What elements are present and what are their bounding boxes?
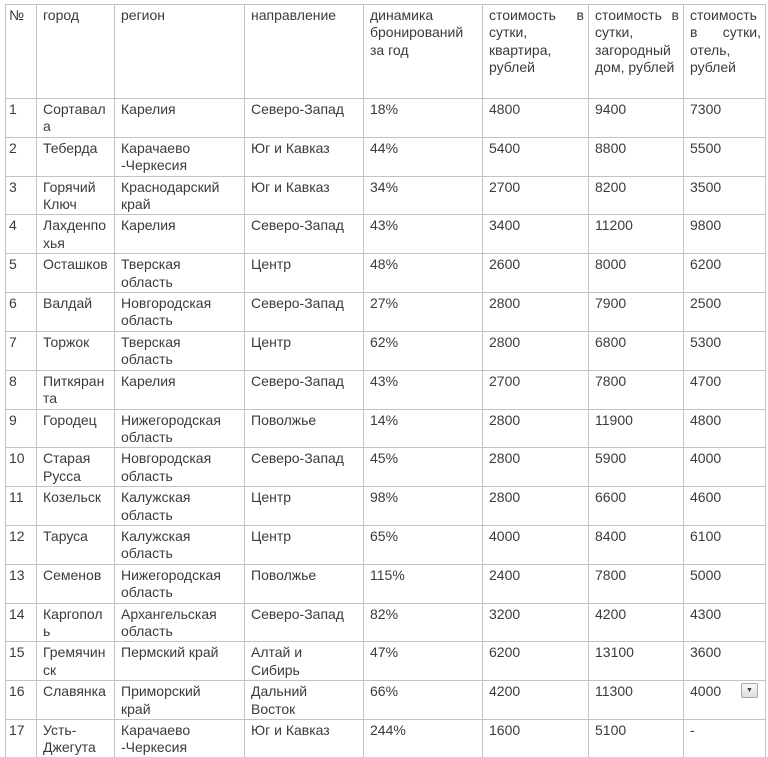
col-header-number: № (6, 5, 37, 99)
cell-region: Архангельская область (115, 603, 245, 642)
cell-city: Лахденпохья (37, 215, 115, 254)
cell-booking-dynamics: 44% (364, 137, 483, 176)
table-row (6, 215, 766, 254)
cell-price-hotel: 4800 (684, 409, 766, 448)
table-row (6, 564, 766, 603)
cell-price-apartment: 5400 (483, 137, 589, 176)
cell-booking-dynamics: 47% (364, 642, 483, 681)
cell-row-number: 12 (6, 525, 37, 564)
cell-region: Карачаево -Черкесия (115, 720, 245, 757)
cell-city: Питкяранта (37, 370, 115, 409)
cell-price-country-house: 8000 (589, 254, 684, 293)
cell-booking-dynamics: 14% (364, 409, 483, 448)
col-header-price-country-house: стоимость в сутки, загородный дом, рублей (589, 5, 684, 99)
col-header-city: город (37, 5, 115, 99)
table-row (6, 525, 766, 564)
cell-price-hotel: 6100 (684, 525, 766, 564)
cell-row-number: 10 (6, 448, 37, 487)
cell-price-apartment: 2700 (483, 370, 589, 409)
cell-booking-dynamics: 82% (364, 603, 483, 642)
cell-row-number: 15 (6, 642, 37, 681)
cell-price-hotel: 5500 (684, 137, 766, 176)
cell-price-country-house: 13100 (589, 642, 684, 681)
cell-price-apartment: 3200 (483, 603, 589, 642)
cell-price-country-house: 4200 (589, 603, 684, 642)
cell-price-hotel: 4000 (684, 448, 766, 487)
cell-price-hotel: - (684, 720, 766, 757)
cell-row-number: 3 (6, 176, 37, 215)
table-row (6, 176, 766, 215)
table-row (6, 603, 766, 642)
cell-price-hotel: 4700 (684, 370, 766, 409)
cell-price-apartment: 1600 (483, 720, 589, 757)
col-header-price-hotel: стоимость в сутки, отель, рублей (684, 5, 766, 99)
cell-region: Новгородская область (115, 293, 245, 332)
cell-row-number: 11 (6, 487, 37, 526)
cell-price-apartment: 2400 (483, 564, 589, 603)
cell-city: Гремячинск (37, 642, 115, 681)
cell-direction: Северо-Запад (245, 99, 364, 138)
cell-row-number: 6 (6, 293, 37, 332)
cell-price-hotel: 6200 (684, 254, 766, 293)
cell-direction: Центр (245, 525, 364, 564)
cell-direction: Юг и Кавказ (245, 720, 364, 757)
cell-direction: Центр (245, 331, 364, 370)
cell-price-apartment: 2800 (483, 487, 589, 526)
cell-city: Таруса (37, 525, 115, 564)
cell-price-hotel: 3500 (684, 176, 766, 215)
cell-price-hotel: 4600 (684, 487, 766, 526)
cell-dropdown-arrow-icon[interactable]: ▼ (741, 683, 758, 698)
cell-region: Калужская область (115, 487, 245, 526)
cell-booking-dynamics: 18% (364, 99, 483, 138)
cell-price-country-house: 5900 (589, 448, 684, 487)
cell-direction: Северо-Запад (245, 603, 364, 642)
cell-price-hotel: 5300 (684, 331, 766, 370)
cell-price-country-house: 11200 (589, 215, 684, 254)
cell-row-number: 14 (6, 603, 37, 642)
cell-price-country-house: 11300 (589, 681, 684, 720)
cell-price-hotel: 7300 (684, 99, 766, 138)
cell-price-country-house: 7900 (589, 293, 684, 332)
cell-region: Карелия (115, 370, 245, 409)
cell-direction: Центр (245, 254, 364, 293)
cell-price-country-house: 7800 (589, 370, 684, 409)
table-row (6, 370, 766, 409)
cell-region: Тверская область (115, 254, 245, 293)
cell-booking-dynamics: 43% (364, 215, 483, 254)
booking-prices-table (5, 4, 766, 757)
cell-region: Нижегородская область (115, 409, 245, 448)
cell-price-apartment: 2600 (483, 254, 589, 293)
cell-booking-dynamics: 65% (364, 525, 483, 564)
cell-price-apartment: 2800 (483, 448, 589, 487)
cell-city: Теберда (37, 137, 115, 176)
cell-region: Калужская область (115, 525, 245, 564)
cell-region: Тверская область (115, 331, 245, 370)
col-header-booking-dynamics: динамика бронирований за год (364, 5, 483, 99)
cell-price-hotel: 2500 (684, 293, 766, 332)
col-header-direction: направление (245, 5, 364, 99)
cell-price-country-house: 8400 (589, 525, 684, 564)
cell-city: Каргополь (37, 603, 115, 642)
cell-city: Сортавала (37, 99, 115, 138)
cell-direction: Северо-Запад (245, 215, 364, 254)
cell-city: Козельск (37, 487, 115, 526)
cell-price-apartment: 2800 (483, 293, 589, 332)
cell-direction: Северо-Запад (245, 370, 364, 409)
cell-booking-dynamics: 66% (364, 681, 483, 720)
table-row (6, 448, 766, 487)
header-row (6, 5, 766, 99)
cell-price-country-house: 5100 (589, 720, 684, 757)
cell-price-apartment: 4800 (483, 99, 589, 138)
table-row (6, 137, 766, 176)
table-row (6, 99, 766, 138)
cell-price-apartment: 2800 (483, 409, 589, 448)
cell-row-number: 16 (6, 681, 37, 720)
cell-booking-dynamics: 98% (364, 487, 483, 526)
cell-price-apartment: 3400 (483, 215, 589, 254)
cell-price-country-house: 11900 (589, 409, 684, 448)
table-row (6, 293, 766, 332)
table-body (6, 99, 766, 757)
cell-row-number: 1 (6, 99, 37, 138)
cell-booking-dynamics: 62% (364, 331, 483, 370)
cell-region: Новгородская область (115, 448, 245, 487)
cell-direction: Алтай и Сибирь (245, 642, 364, 681)
cell-direction: Северо-Запад (245, 293, 364, 332)
cell-row-number: 2 (6, 137, 37, 176)
cell-price-hotel: 3600 (684, 642, 766, 681)
cell-row-number: 17 (6, 720, 37, 757)
cell-price-country-house: 7800 (589, 564, 684, 603)
cell-city: Торжок (37, 331, 115, 370)
cell-booking-dynamics: 48% (364, 254, 483, 293)
cell-booking-dynamics: 244% (364, 720, 483, 757)
table-row (6, 331, 766, 370)
cell-direction: Центр (245, 487, 364, 526)
cell-direction: Дальний Восток (245, 681, 364, 720)
cell-row-number: 9 (6, 409, 37, 448)
table-row (6, 254, 766, 293)
cell-booking-dynamics: 43% (364, 370, 483, 409)
table-row (6, 642, 766, 681)
cell-region: Карелия (115, 99, 245, 138)
cell-direction: Поволжье (245, 409, 364, 448)
cell-price-apartment: 2700 (483, 176, 589, 215)
cell-direction: Северо-Запад (245, 448, 364, 487)
cell-price-apartment: 2800 (483, 331, 589, 370)
cell-price-country-house: 8200 (589, 176, 684, 215)
cell-direction: Юг и Кавказ (245, 176, 364, 215)
cell-city: Городец (37, 409, 115, 448)
cell-region: Пермский край (115, 642, 245, 681)
cell-city: Семенов (37, 564, 115, 603)
col-header-price-apartment: стоимость в сутки, квартира, рублей (483, 5, 589, 99)
cell-row-number: 5 (6, 254, 37, 293)
cell-price-hotel: 9800 (684, 215, 766, 254)
cell-direction: Поволжье (245, 564, 364, 603)
cell-city: Славянка (37, 681, 115, 720)
cell-price-country-house: 9400 (589, 99, 684, 138)
cell-city: Усть-Джегута (37, 720, 115, 757)
cell-price-country-house: 6600 (589, 487, 684, 526)
cell-booking-dynamics: 45% (364, 448, 483, 487)
cell-city: Старая Русса (37, 448, 115, 487)
cell-region: Нижегородская область (115, 564, 245, 603)
cell-price-apartment: 4000 (483, 525, 589, 564)
cell-price-apartment: 6200 (483, 642, 589, 681)
cell-region: Карачаево -Черкесия (115, 137, 245, 176)
cell-booking-dynamics: 27% (364, 293, 483, 332)
cell-row-number: 13 (6, 564, 37, 603)
cell-region: Краснодарский край (115, 176, 245, 215)
cell-city: Валдай (37, 293, 115, 332)
cell-booking-dynamics: 34% (364, 176, 483, 215)
cell-region: Карелия (115, 215, 245, 254)
cell-price-hotel: 4000 ▼ (684, 681, 766, 720)
table-row (6, 409, 766, 448)
cell-price-country-house: 6800 (589, 331, 684, 370)
cell-region: Приморский край (115, 681, 245, 720)
col-header-region: регион (115, 5, 245, 99)
cell-row-number: 8 (6, 370, 37, 409)
cell-price-hotel: 4300 (684, 603, 766, 642)
cell-row-number: 7 (6, 331, 37, 370)
cell-row-number: 4 (6, 215, 37, 254)
cell-city: Осташков (37, 254, 115, 293)
cell-price-country-house: 8800 (589, 137, 684, 176)
cell-price-hotel: 5000 (684, 564, 766, 603)
cell-city: Горячий Ключ (37, 176, 115, 215)
cell-price-apartment: 4200 (483, 681, 589, 720)
table-row (6, 681, 766, 720)
table-row (6, 487, 766, 526)
cell-direction: Юг и Кавказ (245, 137, 364, 176)
cell-booking-dynamics: 115% (364, 564, 483, 603)
table-row (6, 720, 766, 757)
